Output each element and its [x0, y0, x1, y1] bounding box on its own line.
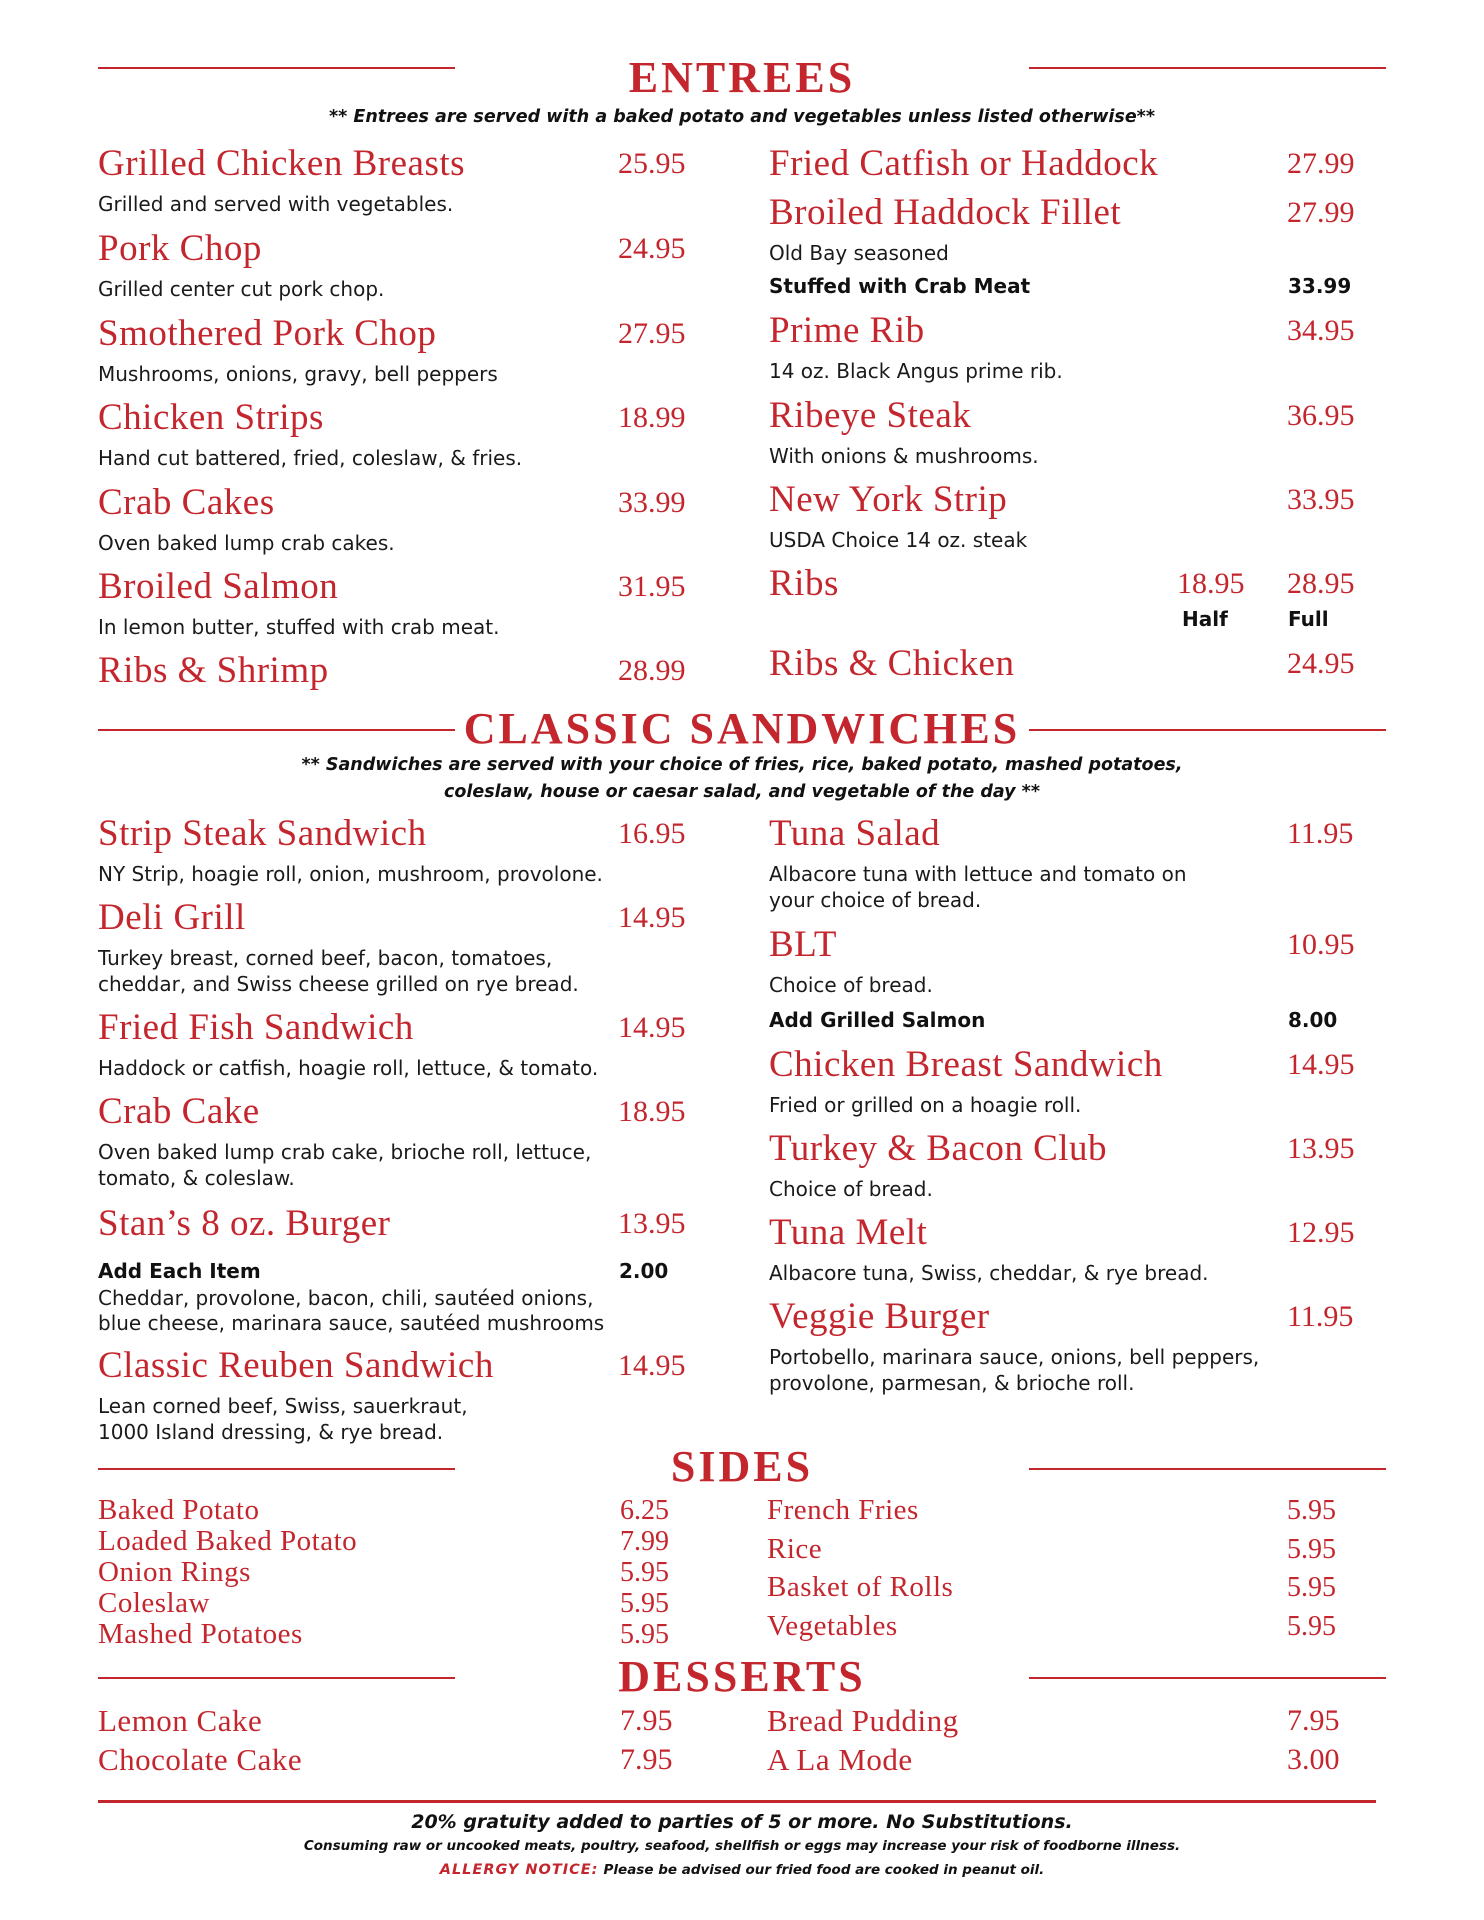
- side-name: Basket of Rolls: [767, 1571, 954, 1603]
- entree-name: Broiled Haddock Fillet: [769, 192, 1122, 233]
- dessert-price: 3.00: [1287, 1743, 1340, 1776]
- side-price: 5.95: [1287, 1572, 1336, 1603]
- sandwich-price: 11.95: [1287, 1300, 1354, 1333]
- sandwich-desc: 1000 Island dressing, & rye bread.: [98, 1420, 444, 1444]
- entree-desc: 14 oz. Black Angus prime rib.: [769, 359, 1063, 383]
- sandwiches-title: CLASSIC SANDWICHES: [463, 704, 1021, 753]
- entree-name: Ribeye Steak: [769, 395, 972, 436]
- entree-price: 28.99: [618, 654, 686, 687]
- entree-name: Smothered Pork Chop: [98, 313, 437, 354]
- sandwich-desc: Oven baked lump crab cake, brioche roll, lettuce,: [98, 1140, 592, 1164]
- dessert-name: Lemon Cake: [98, 1703, 263, 1738]
- side-name: Loaded Baked Potato: [98, 1525, 358, 1557]
- sandwich-name: Stan’s 8 oz. Burger: [98, 1203, 391, 1244]
- footer-rule: [98, 1800, 1376, 1803]
- ribs-half-price: 18.95: [1177, 567, 1245, 600]
- sandwich-name: Deli Grill: [98, 897, 246, 938]
- addon-price: 2.00: [619, 1259, 669, 1283]
- sandwich-name: Classic Reuben Sandwich: [98, 1345, 494, 1386]
- entree-name: Fried Catfish or Haddock: [769, 143, 1159, 184]
- entrees-note: ** Entrees are served with a baked potato and vegetables unless listed otherwise**: [328, 107, 1155, 127]
- entree-desc: Grilled center cut pork chop.: [98, 277, 385, 301]
- side-price: 5.95: [620, 1619, 669, 1650]
- entree-price: 25.95: [618, 147, 686, 180]
- sandwich-name: Fried Fish Sandwich: [98, 1007, 414, 1048]
- sandwich-price: 13.95: [618, 1207, 686, 1240]
- entree-price: 24.95: [1287, 647, 1355, 680]
- sandwich-desc: blue cheese, marinara sauce, sautéed mushrooms: [98, 1311, 605, 1335]
- side-price: 7.99: [620, 1526, 669, 1557]
- allergy-label: ALLERGY NOTICE:: [439, 1862, 599, 1878]
- side-price: 5.95: [620, 1588, 669, 1619]
- sandwich-price: 14.95: [1287, 1048, 1355, 1081]
- allergy-notice: [0, 1862, 1484, 1878]
- entree-price: 36.95: [1287, 399, 1355, 432]
- addon-label: Add Grilled Salmon: [769, 1008, 986, 1032]
- addon-price: 8.00: [1288, 1008, 1338, 1032]
- sandwiches-note-line1: ** Sandwiches are served with your choice of fries, rice, baked potato, mashed potatoes,: [301, 755, 1183, 775]
- sandwich-desc: Albacore tuna with lettuce and tomato on: [769, 862, 1187, 886]
- sandwich-desc: tomato, & coleslaw.: [98, 1166, 295, 1190]
- addon-price: 33.99: [1288, 274, 1352, 298]
- gratuity-note: 20% gratuity added to parties of 5 or more. No Substitutions.: [411, 1811, 1073, 1833]
- entree-name: Grilled Chicken Breasts: [98, 143, 466, 184]
- sandwich-desc: Fried or grilled on a hoagie roll.: [769, 1093, 1082, 1117]
- desserts-title: DESSERTS: [618, 1652, 866, 1701]
- sandwich-desc: Lean corned beef, Swiss, sauerkraut,: [98, 1394, 468, 1418]
- sandwich-price: 18.95: [618, 1095, 686, 1128]
- entree-price: 27.99: [1287, 196, 1355, 229]
- ribs-half-label: Half: [1182, 607, 1228, 631]
- dessert-price: 7.95: [620, 1743, 673, 1776]
- side-name: French Fries: [767, 1494, 919, 1526]
- dessert-name: Chocolate Cake: [98, 1742, 303, 1777]
- sandwich-desc: Haddock or catfish, hoagie roll, lettuce, & tomato.: [98, 1056, 599, 1080]
- sandwich-name: Crab Cake: [98, 1091, 260, 1132]
- sandwich-name: Tuna Melt: [769, 1212, 928, 1253]
- entree-name: Ribs: [769, 563, 839, 604]
- sandwich-name: Tuna Salad: [769, 813, 941, 854]
- consumption-warning: Consuming raw or uncooked meats, poultry, seafood, shellfish or eggs may increase your risk of foodborne illness.: [303, 1838, 1181, 1854]
- entree-name: Broiled Salmon: [98, 566, 339, 607]
- sandwich-desc: your choice of bread.: [769, 888, 982, 912]
- entree-desc: Mushrooms, onions, gravy, bell peppers: [98, 362, 498, 386]
- side-name: Vegetables: [767, 1610, 898, 1642]
- entree-price: 27.95: [618, 317, 686, 350]
- entree-desc: Oven baked lump crab cakes.: [98, 531, 395, 555]
- side-price: 6.25: [620, 1495, 669, 1526]
- entree-price: 27.99: [1287, 147, 1355, 180]
- ribs-full-price: 28.95: [1287, 567, 1355, 600]
- sandwich-price: 11.95: [1287, 817, 1354, 850]
- sandwich-price: 10.95: [1287, 928, 1355, 961]
- sandwich-desc: Choice of bread.: [769, 1177, 933, 1201]
- entree-price: 18.99: [618, 401, 686, 434]
- entree-name: Ribs & Shrimp: [98, 650, 329, 691]
- side-name: Onion Rings: [98, 1556, 251, 1588]
- sandwich-desc: provolone, parmesan, & brioche roll.: [769, 1371, 1135, 1395]
- side-price: 5.95: [1287, 1611, 1336, 1642]
- entrees-title: ENTREES: [628, 53, 856, 102]
- sandwich-name: Chicken Breast Sandwich: [769, 1044, 1163, 1085]
- sandwich-name: Veggie Burger: [769, 1296, 990, 1337]
- sandwich-desc: Albacore tuna, Swiss, cheddar, & rye bread.: [769, 1261, 1209, 1285]
- sandwich-desc: NY Strip, hoagie roll, onion, mushroom, provolone.: [98, 862, 603, 886]
- entree-name: Chicken Strips: [98, 397, 324, 438]
- sandwich-name: Turkey & Bacon Club: [769, 1128, 1108, 1169]
- side-price: 5.95: [1287, 1534, 1336, 1565]
- side-name: Rice: [767, 1533, 823, 1565]
- entree-desc: Hand cut battered, fried, coleslaw, & fries.: [98, 446, 523, 470]
- dessert-price: 7.95: [1287, 1704, 1340, 1737]
- sandwich-price: 16.95: [618, 817, 686, 850]
- sandwich-desc: Turkey breast, corned beef, bacon, tomatoes,: [98, 946, 553, 970]
- sandwiches-note-line2: coleslaw, house or caesar salad, and vegetable of the day **: [444, 782, 1040, 802]
- entree-price: 31.95: [618, 570, 686, 603]
- dessert-name: Bread Pudding: [767, 1703, 959, 1738]
- sandwich-price: 14.95: [618, 901, 686, 934]
- entree-desc: In lemon butter, stuffed with crab meat.: [98, 615, 500, 639]
- entree-name: Ribs & Chicken: [769, 643, 1015, 684]
- entree-desc: With onions & mushrooms.: [769, 444, 1039, 468]
- sides-title: SIDES: [670, 1442, 814, 1491]
- entree-price: 24.95: [618, 232, 686, 265]
- side-name: Coleslaw: [98, 1587, 210, 1619]
- sandwich-desc: Portobello, marinara sauce, onions, bell peppers,: [769, 1345, 1260, 1369]
- allergy-text: Please be advised our fried food are cooked in peanut oil.: [603, 1862, 1045, 1878]
- addon-label: Add Each Item: [98, 1259, 261, 1283]
- side-name: Baked Potato: [98, 1494, 260, 1526]
- dessert-price: 7.95: [620, 1704, 673, 1737]
- side-name: Mashed Potatoes: [98, 1618, 303, 1650]
- side-price: 5.95: [1287, 1495, 1336, 1526]
- sandwich-price: 14.95: [618, 1011, 686, 1044]
- entree-name: New York Strip: [769, 479, 1008, 520]
- sandwich-name: Strip Steak Sandwich: [98, 813, 427, 854]
- entree-desc: Grilled and served with vegetables.: [98, 192, 454, 216]
- entree-price: 33.99: [618, 486, 686, 519]
- side-price: 5.95: [620, 1557, 669, 1588]
- entree-desc: Old Bay seasoned: [769, 241, 949, 265]
- entree-price: 33.95: [1287, 483, 1355, 516]
- entree-name: Crab Cakes: [98, 482, 275, 523]
- entree-desc: USDA Choice 14 oz. steak: [769, 528, 1028, 552]
- entree-name: Prime Rib: [769, 310, 925, 351]
- entree-price: 34.95: [1287, 314, 1355, 347]
- sandwich-price: 14.95: [618, 1349, 686, 1382]
- sandwich-desc: Choice of bread.: [769, 973, 933, 997]
- sandwich-price: 12.95: [1287, 1216, 1355, 1249]
- ribs-full-label: Full: [1288, 607, 1329, 631]
- sandwich-desc: Cheddar, provolone, bacon, chili, sautéed onions,: [98, 1286, 594, 1310]
- dessert-name: A La Mode: [767, 1742, 913, 1777]
- sandwich-desc: cheddar, and Swiss cheese grilled on rye bread.: [98, 972, 579, 996]
- entree-name: Pork Chop: [98, 228, 262, 269]
- sandwich-name: BLT: [769, 924, 837, 965]
- addon-label: Stuffed with Crab Meat: [769, 274, 1031, 298]
- sandwich-price: 13.95: [1287, 1132, 1355, 1165]
